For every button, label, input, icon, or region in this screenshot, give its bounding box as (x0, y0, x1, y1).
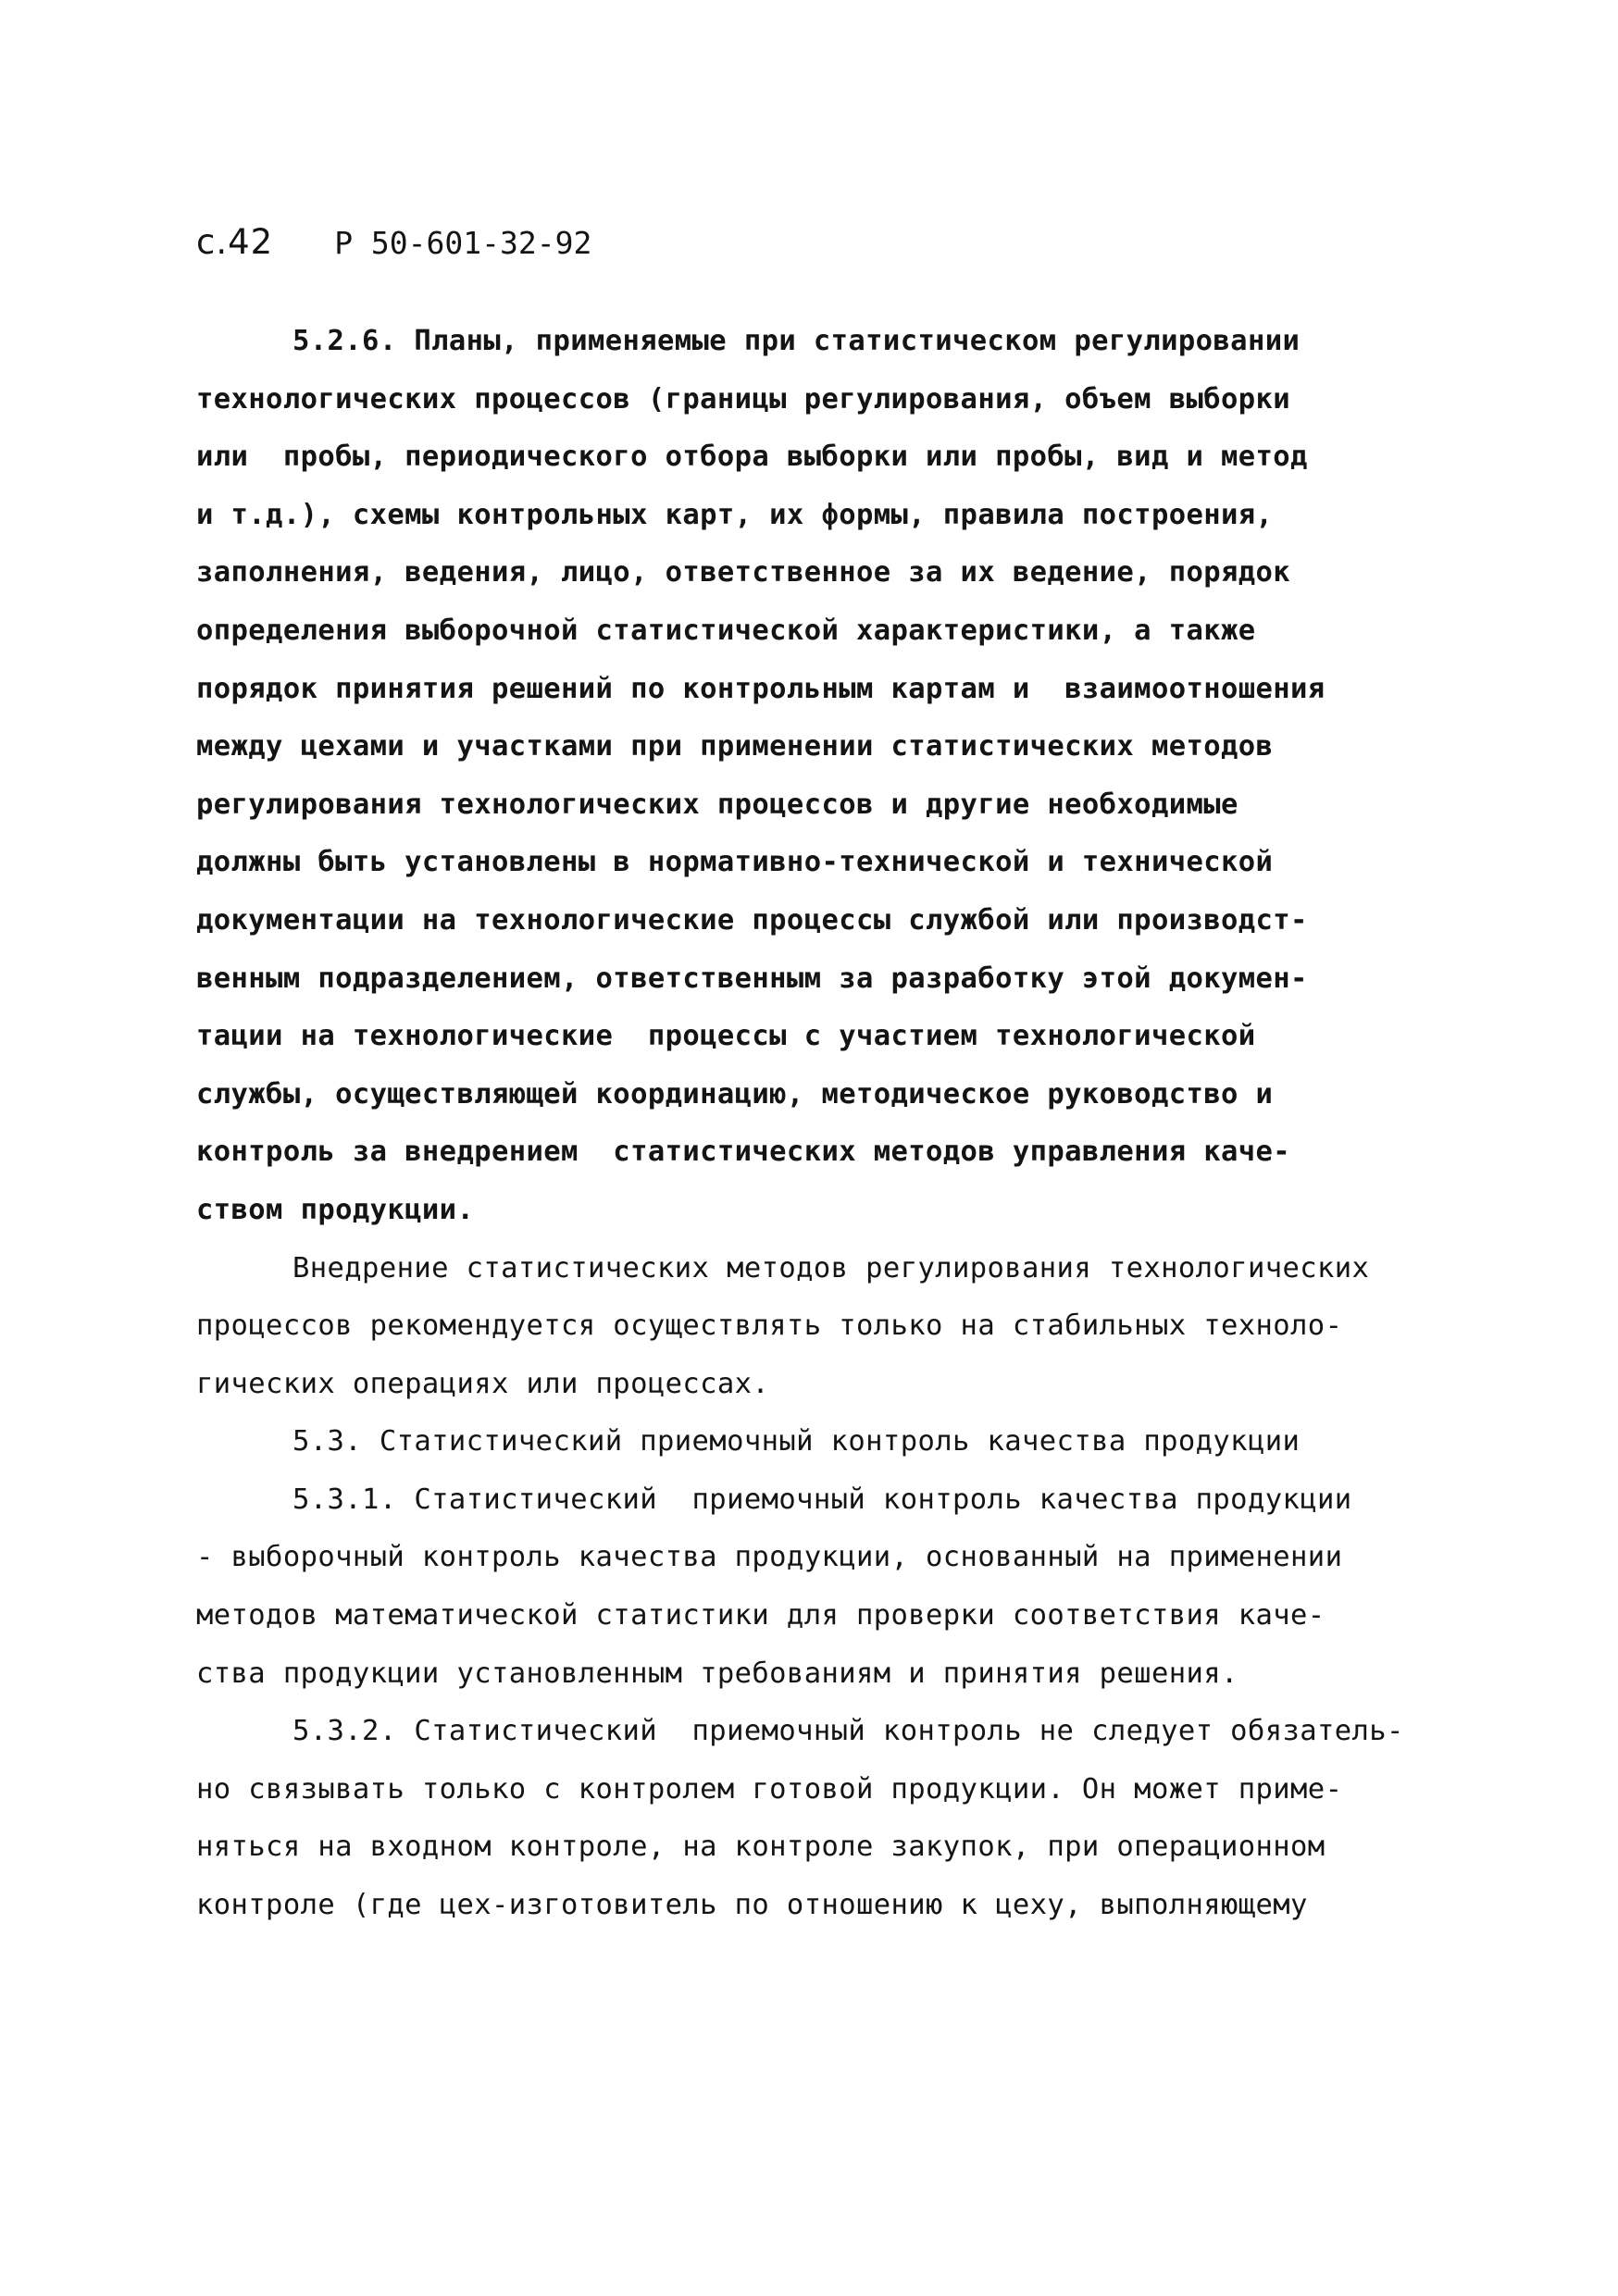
page-header (196, 220, 591, 266)
text-line: ства продукции установленным требованиям и принятия решения. (196, 1657, 1238, 1690)
text-line: процессов рекомендуется осуществлять только на стабильных техноло- (196, 1309, 1343, 1343)
section-heading-5-3 (196, 1413, 1492, 1471)
text-line: регулирования технологических процессов и другие необходимые (196, 788, 1238, 821)
text-line: определения выборочной статистической характеристики, а также (196, 614, 1256, 647)
text-line: тации на технологические процессы с участием технологической (196, 1020, 1256, 1053)
text-line: контроле (где цех-изготовитель по отношению к цеху, выполняющему (196, 1889, 1308, 1922)
text-line: 5.2.6. Планы, применяемые при статистическом регулировании (292, 325, 1301, 357)
paragraph-5-3-1 (196, 1471, 1492, 1703)
text-line: технологических процессов (границы регулирования, объем выборки (196, 382, 1291, 416)
text-line: но связывать только с контролем готовой продукции. Он может приме- (196, 1772, 1343, 1806)
text-line: службы, осуществляющей координацию, методическое руководство и (196, 1077, 1274, 1111)
document-code: Р 50-601-32-92 (334, 225, 592, 261)
text-line: венным подразделением, ответственным за разработку этой докумен- (196, 962, 1308, 995)
text-line: должны быть установлены в нормативно-технической и технической (196, 846, 1274, 879)
text-line: Внедрение статистических методов регулирования технологических (292, 1251, 1370, 1285)
text-line: 5.3.1. Статистический приемочный контроль качества продукции (292, 1483, 1352, 1516)
section-heading: 5.3. Статистический приемочный контроль качества продукции (292, 1425, 1301, 1458)
text-line: порядок принятия решений по контрольным картам и взаимоотношения (196, 672, 1326, 705)
text-line: няться на входном контроле, на контроле закупок, при операционном (196, 1831, 1326, 1864)
paragraph-5-3-2 (196, 1703, 1492, 1934)
text-line: между цехами и участками при применении статистических методов (196, 730, 1274, 763)
text-line: и т.д.), схемы контрольных карт, их формы, правила построения, (196, 498, 1274, 531)
text-line: гических операциях или процессах. (196, 1367, 770, 1400)
text-line: - выборочный контроль качества продукции, основанный на применении (196, 1541, 1343, 1574)
text-line: заполнения, ведения, лицо, ответственное за их ведение, порядок (196, 556, 1291, 590)
text-line: 5.3.2. Статистический приемочный контроль не следует обязатель- (292, 1715, 1404, 1748)
text-line: или пробы, периодического отбора выборки или пробы, вид и метод (196, 441, 1308, 474)
text-line: документации на технологические процессы службой или производст- (196, 903, 1308, 937)
text-line: контроль за внедрением статистических методов управления каче- (196, 1136, 1291, 1169)
body-text (196, 313, 1492, 1935)
paragraph-vnedrenie (196, 1240, 1492, 1414)
page-number: с.42 (196, 222, 274, 262)
text-line: ством продукции. (196, 1193, 475, 1226)
paragraph-5-2-6 (196, 313, 1492, 1240)
text-line: методов математической статистики для проверки соответствия каче- (196, 1599, 1326, 1632)
